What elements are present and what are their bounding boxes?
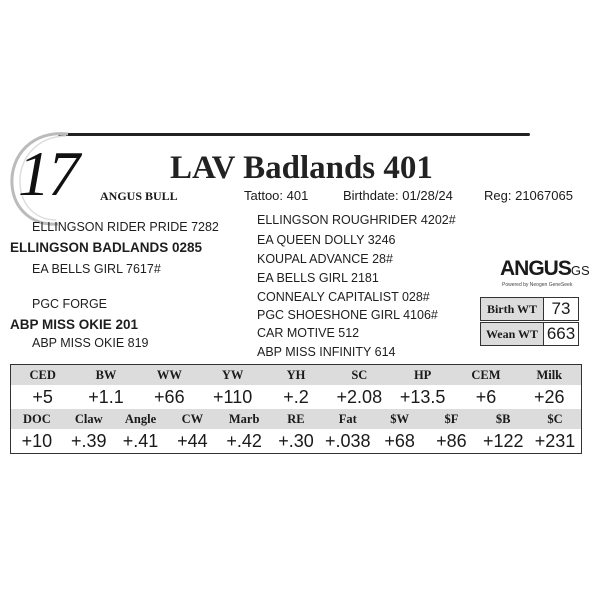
lot-number: 17 [18, 138, 78, 209]
epd-header-cell: CEM [471, 368, 501, 382]
epd-header-cell: HP [413, 368, 432, 382]
pedigree-sire-dam: EA BELLS GIRL 7617# [32, 262, 161, 276]
epd-value-cell: +231 [534, 431, 576, 451]
epd-header-cell: Marb [228, 412, 260, 426]
epd-value-cell: +122 [482, 431, 524, 451]
epd-value-cell: +68 [384, 431, 415, 451]
logo-suffix: GS [570, 263, 590, 278]
pedigree-right-item: ELLINGSON ROUGHRIDER 4202# [257, 213, 456, 227]
epd-header-cell: CED [29, 368, 56, 382]
epd-header-cell: DOC [23, 412, 51, 426]
birth-weight-label: Birth WT [481, 298, 544, 320]
pedigree-sire: ELLINGSON BADLANDS 0285 [10, 240, 203, 255]
epd-value-row-1 [11, 385, 581, 409]
pedigree-right-item: CONNEALY CAPITALIST 028# [257, 290, 430, 304]
epd-value-cell: +44 [177, 431, 208, 451]
epd-header-cell: Milk [536, 368, 563, 382]
epd-header-cell: YW [221, 368, 244, 382]
epd-header-row-2 [11, 409, 581, 429]
epd-header-cell: Fat [338, 412, 357, 426]
pedigree-dam-sire: PGC FORGE [32, 297, 108, 311]
reg-label: Reg: [484, 188, 512, 203]
epd-header-cell: Claw [74, 412, 103, 426]
reg-info [484, 188, 573, 204]
tattoo-value: 401 [286, 188, 309, 203]
reg-value: 21067065 [515, 188, 573, 203]
epd-value-cell: +1.1 [88, 387, 124, 407]
epd-value-cell: +.30 [278, 431, 314, 451]
pedigree-right-item: CAR MOTIVE 512 [257, 326, 360, 340]
wean-weight-box [480, 322, 579, 346]
epd-table [10, 364, 582, 454]
animal-name: LAV Badlands 401 [170, 150, 433, 186]
epd-value-cell: +2.08 [336, 387, 383, 407]
wean-weight-value: 663 [546, 324, 576, 343]
birth-weight-box [480, 297, 579, 321]
epd-value-cell: +26 [534, 387, 565, 407]
pedigree-right-item: PGC SHOESHONE GIRL 4106# [257, 308, 438, 322]
pedigree-right-item: EA QUEEN DOLLY 3246 [257, 233, 396, 247]
wean-weight-label: Wean WT [481, 323, 544, 345]
birthdate-info [343, 188, 453, 204]
header-rule [58, 133, 530, 136]
pedigree-dam: ABP MISS OKIE 201 [10, 317, 139, 332]
epd-header-cell: YH [286, 368, 306, 382]
pedigree-right-item: ABP MISS INFINITY 614 [257, 345, 396, 359]
epd-value-cell: +.39 [70, 431, 107, 451]
epd-value-cell: +66 [154, 387, 185, 407]
breed-label: ANGUS BULL [100, 189, 178, 203]
epd-header-cell: WW [156, 368, 182, 382]
epd-header-cell: $W [390, 412, 409, 426]
logo-word: ANGUS [500, 257, 571, 280]
pedigree-right-item: KOUPAL ADVANCE 28# [257, 252, 393, 266]
epd-value-cell: +110 [213, 387, 253, 407]
epd-value-cell: +.2 [283, 387, 309, 407]
epd-header-cell: BW [95, 368, 117, 382]
epd-value-row-2 [11, 429, 581, 453]
epd-header-cell: $F [444, 412, 459, 426]
logo-tagline: Powered by Neogen GeneSeek [502, 282, 573, 288]
epd-header-cell: $C [547, 412, 563, 426]
pedigree-dam-dam: ABP MISS OKIE 819 [32, 336, 149, 350]
epd-value-cell: +.42 [226, 431, 262, 451]
epd-value-cell: +10 [21, 431, 53, 451]
angus-gs-logo [500, 257, 590, 288]
birthdate-value: 01/28/24 [402, 188, 453, 203]
epd-value-cell: +86 [436, 431, 467, 451]
epd-header-row-1 [11, 365, 581, 385]
birth-weight-value: 73 [551, 299, 571, 318]
epd-value-cell: +.038 [325, 431, 371, 451]
epd-value-cell: +13.5 [399, 387, 446, 407]
epd-header-cell: CW [181, 412, 204, 426]
pedigree-right-item: EA BELLS GIRL 2181 [257, 271, 379, 285]
tattoo-label: Tattoo: [244, 188, 284, 203]
epd-header-cell: $B [495, 412, 511, 426]
epd-value-cell: +.41 [122, 431, 159, 451]
epd-header-cell: Angle [124, 412, 157, 426]
birthdate-label: Birthdate: [343, 188, 399, 203]
epd-header-cell: RE [287, 412, 305, 426]
tattoo-info [244, 188, 308, 204]
pedigree-sire-sire: ELLINGSON RIDER PRIDE 7282 [32, 220, 219, 234]
epd-value-cell: +6 [475, 387, 497, 407]
epd-value-cell: +5 [32, 387, 53, 407]
epd-header-cell: SC [351, 368, 368, 382]
